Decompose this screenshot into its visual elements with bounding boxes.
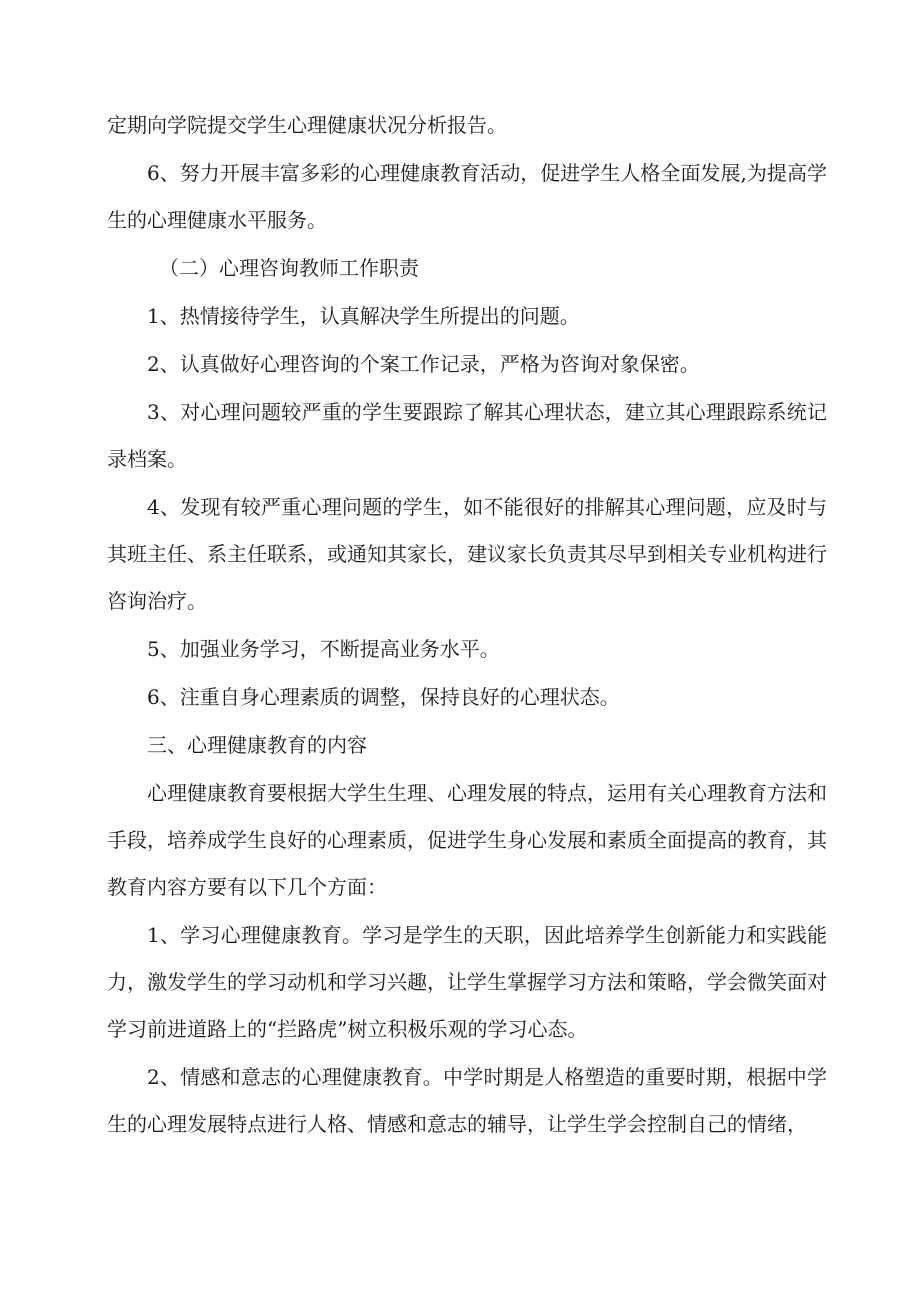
document-body xyxy=(107,102,827,1149)
paragraph-counselor-duty-5: 5、加强业务学习，不断提高业务水平。 xyxy=(147,637,500,661)
paragraph-emotion-will-education: 2、情感和意志的心理健康教育。中学时期是人格塑造的重要时期，根据中学生的心理发展特点进行人格、情感和意志的辅导，让学生学会控制自己的情绪， xyxy=(107,1065,827,1136)
section-heading-counselor-duties: （二）心理咨询教师工作职责 xyxy=(159,256,419,280)
paragraph-counselor-duty-6: 6、注重自身心理素质的调整，保持良好的心理状态。 xyxy=(147,685,620,709)
paragraph-counselor-duty-2: 2、认真做好心理咨询的个案工作记录，严格为咨询对象保密。 xyxy=(147,352,700,376)
paragraph-duty-6: 6、努力开展丰富多彩的心理健康教育活动，促进学生人格全面发展,为提高学生的心理健康水平服务。 xyxy=(107,161,827,232)
paragraph-education-intro: 心理健康教育要根据大学生生理、心理发展的特点，运用有关心理教育方法和手段，培养成学生良好的心理素质，促进学生身心发展和素质全面提高的教育，其教育内容方要有以下几个方面： xyxy=(107,781,827,899)
paragraph-report-continuation: 定期向学院提交学生心理健康状况分析报告。 xyxy=(107,113,507,137)
section-heading-education-content: 三、心理健康教育的内容 xyxy=(147,733,367,757)
paragraph-counselor-duty-1: 1、热情接待学生，认真解决学生所提出的问题。 xyxy=(147,304,580,328)
paragraph-counselor-duty-4: 4、发现有较严重心理问题的学生，如不能很好的排解其心理问题，应及时与其班主任、系主任联系，或通知其家长，建议家长负责其尽早到相关专业机构进行咨询治疗。 xyxy=(107,495,827,613)
paragraph-learning-education: 1、学习心理健康教育。学习是学生的天职，因此培养学生创新能力和实践能力，激发学生的学习动机和学习兴趣，让学生掌握学习方法和策略，学会微笑面对学习前进道路上的“拦路虎”树立积极乐观的学习心态。 xyxy=(107,923,827,1041)
paragraph-counselor-duty-3: 3、对心理问题较严重的学生要跟踪了解其心理状态，建立其心理跟踪系统记录档案。 xyxy=(107,400,827,471)
